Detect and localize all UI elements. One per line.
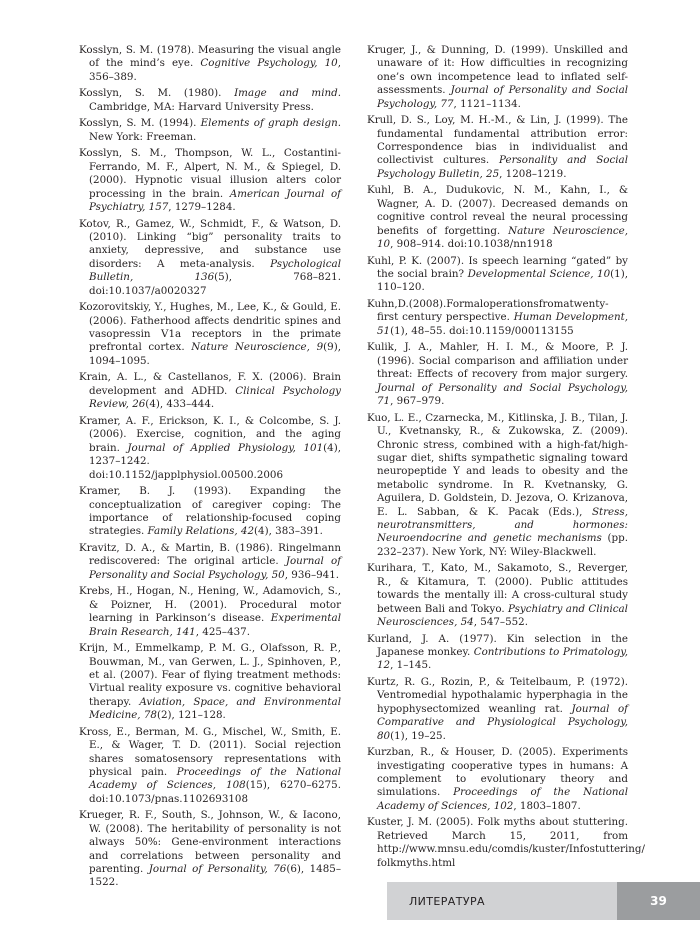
- reference-entry: [79, 585, 341, 639]
- reference-details: , 1–145.: [390, 659, 432, 672]
- reference-source: Nature Neuroscience, 10: [377, 224, 628, 251]
- reference-details: (1), 48–55. doi:10.1159/000113155: [390, 324, 574, 337]
- reference-entry: [79, 87, 341, 114]
- reference-entry: [367, 44, 628, 111]
- reference-source: Psychological Bulletin, 136: [89, 257, 341, 284]
- reference-details: (pp. 232–237). New York, NY: Wiley-Blackwell.: [377, 532, 628, 558]
- reference-entry: [79, 371, 341, 411]
- reference-source: Developmental Science, 10: [467, 268, 611, 281]
- reference-details: , 1208–1219.: [499, 167, 567, 180]
- reference-source: Image and mind: [234, 87, 338, 100]
- reference-details: , 936–941.: [284, 568, 340, 581]
- reference-details: , 1121–1134.: [453, 97, 521, 110]
- reference-text: Kosslyn, S. M. (1994).: [79, 117, 201, 130]
- reference-source: Aviation, Space, and Environmental Medicine, 78: [89, 695, 341, 722]
- reference-source: Journal of Personality and Social Psychology, 50: [89, 555, 342, 581]
- reference-source: Nature Neuroscience, 9: [191, 341, 324, 354]
- reference-source: Journal of Personality and Social Psychology, 71: [377, 381, 628, 408]
- reference-text: Kuhl, B. A., Dudukovic, N. M., Kahn, I., & Wagner, A. D. (2007). Decreased demands on cognitive control reveal the neural processing benefits of forgetting.: [367, 184, 628, 237]
- reference-source: Stress, neurotransmitters, and hormones: Neuroendocrine and genetic mechanisms: [377, 505, 628, 545]
- reference-entry: [79, 147, 341, 214]
- reference-details: (4), 383–391.: [254, 525, 323, 538]
- reference-text: Krull, D. S., Loy, M. H.-M., & Lin, J. (1999). The fundamental fundamental attribution error: Correspondence bias in individualist and collectivist cultures.: [367, 114, 628, 167]
- page-number: 39: [617, 882, 700, 920]
- reference-entry: [367, 676, 628, 743]
- reference-source: Contributions to Primatology, 12: [377, 645, 629, 672]
- reference-text: Kramer, A. F., Erickson, K. I., & Colcombe, S. J. (2006). Exercise, cognition, and the aging brain.: [79, 414, 341, 454]
- reference-source: Journal of Personality, 76: [148, 863, 287, 875]
- reference-text: Kuo, L. E., Czarnecka, M., Kitlinska, J. B., Tilan, J. U., Kvetnansky, R., & Zukowska, Z. (2009). Chronic stress, combined with a high-fat/high- sugar diet, shifts sympathetic signaling toward neuropeptide Y and leads to obesity and the metabolic syndrome. In R. Kvetnansky, G. Aguilera, D. Goldstein, D. Jezova, O. Krizanova, E. L. Sabban, & K. Pacak (Eds.),: [367, 411, 628, 518]
- reference-details: . Cambridge, MA: Harvard University Press.: [89, 87, 341, 113]
- reference-details: , 908–914. doi:10.1038/nn1918: [390, 238, 553, 251]
- reference-text: Kurzban, R., & Houser, D. (2005). Experiments investigating cooperative types in humans: A complement to evolutionary theory and simulations.: [367, 746, 628, 799]
- reference-text: Krijn, M., Emmelkamp, P. M. G., Olafsson, R. P., Bouwman, M., van Gerwen, L. J., Spinhoven, P., et al. (2007). Fear of flying treatment methods: Virtual reality exposure vs. cognitive behavioral therapy.: [79, 642, 341, 708]
- reference-text: Kuster, J. M. (2005). Folk myths about stuttering. Retrieved March 15, 2011, from http://www.mnsu.edu/comdis/kuster/Infostuttering/ folkmyths.html: [367, 816, 645, 869]
- section-label: ЛИТЕРАТУРА: [409, 894, 485, 908]
- reference-source: Journal of Applied Physiology, 101: [127, 441, 324, 454]
- reference-source: Journal of Personality and Social Psychology, 77: [377, 84, 628, 110]
- reference-entry: [79, 542, 341, 582]
- reference-entry: [79, 726, 341, 806]
- reference-source: Family Relations, 42: [147, 525, 255, 538]
- footer-bar: [387, 882, 700, 920]
- reference-source: Elements of graph design: [200, 117, 338, 130]
- reference-entry: [367, 341, 628, 408]
- reference-details: (1), 19–25.: [390, 729, 446, 742]
- reference-details: , 547–552.: [473, 615, 529, 628]
- reference-details: , 1803–1807.: [513, 799, 581, 812]
- reference-text: Kruger, J., & Dunning, D. (1999). Unskilled and unaware of it: How difficulties in recognizing one’s own incompetence lead to inflated self-assessments.: [367, 44, 628, 97]
- reference-text: Krueger, R. F., South, S., Johnson, W., & Iacono, W. (2008). The heritability of personality is not always 50%: Gene-environment interactions and correlations between personality and parenting.: [79, 809, 341, 875]
- reference-entry: [79, 117, 341, 144]
- reference-entry: [367, 298, 628, 338]
- reference-entry: [79, 301, 341, 368]
- reference-details: , 1279–1284.: [168, 201, 236, 214]
- reference-text: Kozorovitskiy, Y., Hughes, M., Lee, K., & Gould, E. (2006). Fatherhood affects dendritic spines and vasopressin V1a receptors in the primate prefrontal cortex.: [79, 301, 341, 354]
- reference-details: , 425–437.: [195, 625, 250, 638]
- reference-source: Human Development, 51: [377, 311, 628, 337]
- reference-entry: [79, 642, 341, 722]
- references-right-column: [367, 44, 645, 873]
- reference-entry: [367, 114, 628, 181]
- reference-details: (6), 1485–1522.: [89, 863, 341, 889]
- reference-details: (9), 1094–1095.: [89, 341, 341, 367]
- reference-entry: [367, 816, 645, 870]
- reference-entry: [367, 184, 628, 251]
- reference-entry: [367, 412, 628, 559]
- reference-entry: [79, 218, 341, 298]
- reference-source: Cognitive Psychology, 10: [200, 57, 338, 70]
- reference-source: American Journal of Psychiatry, 157: [89, 187, 341, 214]
- reference-text: Kurtz, R. G., Rozin, P., & Teitelbaum, P. (1972). Ventromedial hypothalamic hyperphagia in the hypophysectomized weanling rat.: [367, 675, 628, 715]
- reference-entry: [367, 633, 628, 673]
- reference-text: Krebs, H., Hogan, N., Hening, W., Adamovich, S., & Poizner, H. (2001). Procedural motor learning in Parkinson’s disease.: [79, 585, 341, 625]
- reference-text: Kurland, J. A. (1977). Kin selection in the Japanese monkey.: [367, 632, 628, 658]
- reference-text: Kotov, R., Gamez, W., Schmidt, F., & Watson, D. (2010). Linking “big” personality traits to anxiety, depressive, and substance use disorders: A meta-analysis.: [79, 217, 341, 270]
- reference-details: . New York: Freeman.: [89, 117, 341, 143]
- reference-text: Kravitz, D. A., & Martin, B. (1986). Ringelmann rediscovered: The original article.: [79, 541, 341, 568]
- reference-details: , 356–389.: [89, 57, 341, 83]
- reference-text: Kosslyn, S. M. (1980).: [79, 87, 235, 100]
- reference-text: Kramer, B. J. (1993). Expanding the conceptualization of caregiver coping: The importance of relationship-focused coping strategies.: [79, 485, 341, 538]
- reference-details: (4), 1237–1242. doi:10.1152/japplphysiol.00500.2006: [89, 441, 341, 481]
- reference-details: (5), 768–821. doi:10.1037/a0020327: [89, 271, 341, 297]
- reference-text: Kuhl, P. K. (2007). Is speech learning “gated” by the social brain?: [367, 254, 628, 281]
- reference-entry: [79, 809, 341, 889]
- reference-text: Krain, A. L., & Castellanos, F. X. (2006). Brain development and ADHD.: [79, 371, 341, 397]
- reference-source: Personality and Social Psychology Bulletin, 25: [377, 154, 628, 180]
- reference-text: Kosslyn, S. M., Thompson, W. L., Costantini-Ferrando, M. F., Alpert, N. M., & Spiegel, D. (2000). Hypnotic visual illusion alters color processing in the brain.: [79, 147, 341, 200]
- reference-text: Kross, E., Berman, M. G., Mischel, W., Smith, E. E., & Wager, T. D. (2011). Social rejection shares somatosensory representations with physical pain.: [79, 725, 341, 778]
- reference-text: Kulik, J. A., Mahler, H. I. M., & Moore, P. J. (1996). Social comparison and affiliation under threat: Effects of recovery from major surgery.: [367, 341, 628, 381]
- reference-source: Journal of Comparative and Physiological Psychology, 80: [377, 702, 628, 742]
- reference-entry: [79, 485, 341, 539]
- reference-details: (4), 433–444.: [145, 398, 215, 411]
- reference-entry: [367, 562, 628, 629]
- reference-details: (2), 121–128.: [156, 709, 226, 722]
- reference-entry: [367, 746, 628, 813]
- references-left-column: [79, 44, 341, 893]
- reference-details: (15), 6270–6275. doi:10.1073/pnas.1102693108: [89, 779, 341, 805]
- reference-entry: [367, 255, 628, 295]
- reference-source: Proceedings of the National Academy of Sciences, 102: [377, 786, 628, 812]
- reference-text: Kurihara, T., Kato, M., Sakamoto, S., Reverger, R., & Kitamura, T. (2000). Public attitudes towards the mentally ill: A cross-cultural study between Bali and Tokyo.: [367, 562, 628, 615]
- reference-details: (1), 110–120.: [377, 268, 628, 294]
- reference-entry: [79, 44, 341, 84]
- reference-text: Kuhn,D.(2008).Formaloperationsfromatwenty-first century perspective.: [367, 298, 609, 324]
- reference-text: Kosslyn, S. M. (1978). Measuring the visual angle of the mind’s eye.: [79, 44, 341, 70]
- reference-details: , 967–979.: [390, 395, 445, 408]
- reference-entry: [79, 415, 341, 482]
- reference-source: Proceedings of the National Academy of Sciences, 108: [89, 765, 341, 792]
- reference-source: Experimental Brain Research, 141: [89, 612, 341, 638]
- reference-source: Psychiatry and Clinical Neurosciences, 54: [377, 602, 628, 628]
- reference-source: Clinical Psychology Review, 26: [89, 384, 341, 411]
